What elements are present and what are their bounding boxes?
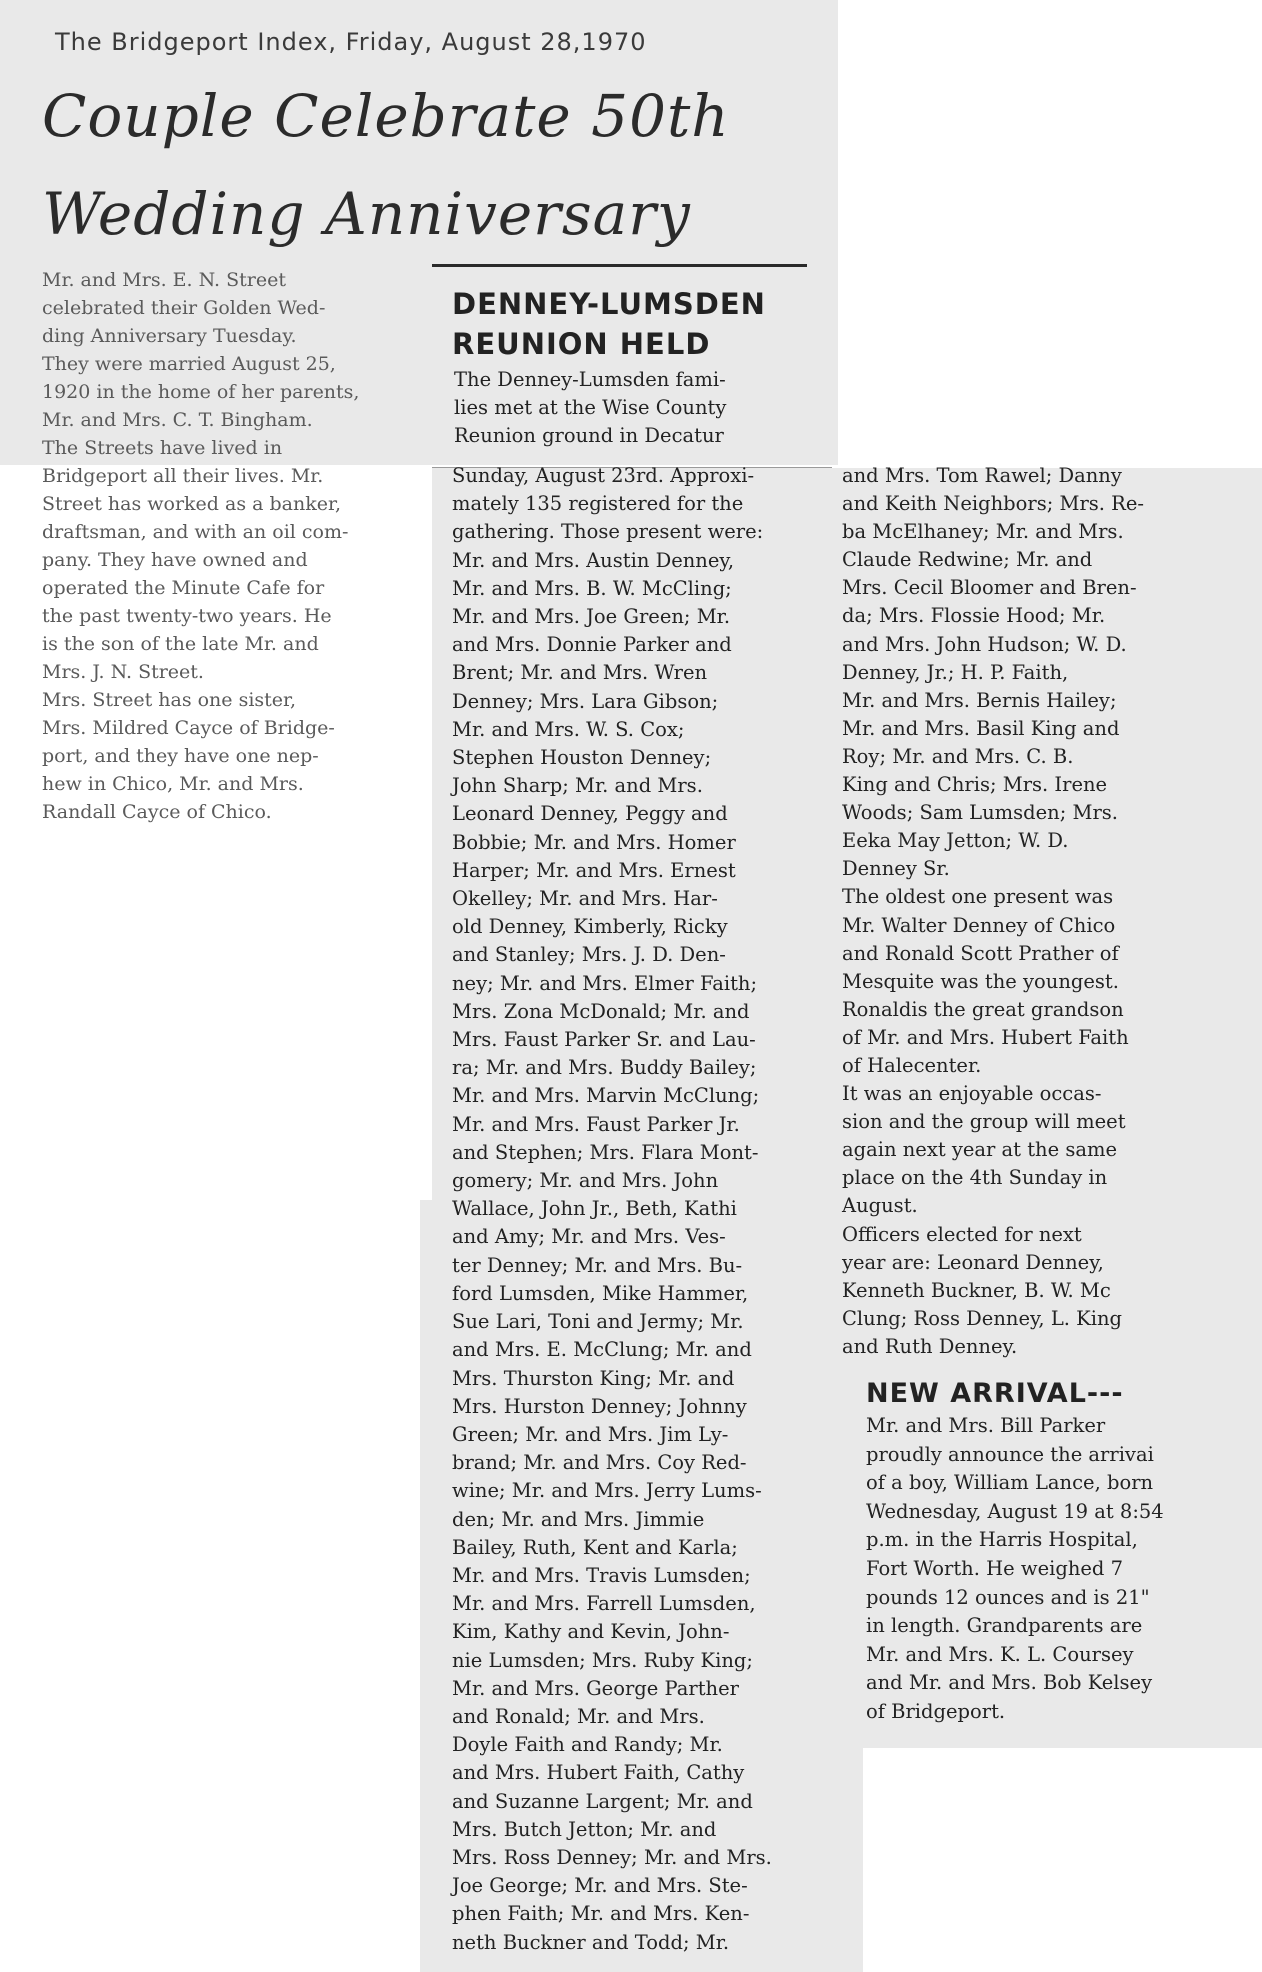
anniversary-article-text: Mr. and Mrs. E. N. Street celebrated their Golden Wed- ding Anniversary Tuesday. They were married August 25, 1920 in the home of her parents, Mr. and Mrs. C. T. Bingham. The Streets have lived in Bridgeport all their lives. Mr. Street has worked as a banker, draftsman, and with an oil com- pany. They have owned and operated the Minute Cafe for the past twenty-two years. He is the son of the late Mr. and Mrs. J. N. Street. Mrs. Street has one sister, Mrs. Mildred Cayce of Bridge- port, and they have one nep- hew in Chico, Mr. and Mrs. Randall Cayce of Chico. (42, 269, 360, 823)
new-arrival-text: Mr. and Mrs. Bill Parker proudly announce the arrivai of a boy, William Lance, born Wednesday, August 19 at 8:54 p.m. in the Harris Hospital, Fort Worth. He weighed 7 pounds 12 ounces and is 21" in length. Grandparents are Mr. and Mrs. K. L. Coursey and Mr. and Mrs. Bob Kelsey of Bridgeport. (866, 1414, 1164, 1723)
reunion-attendees-column: Sunday, August 23rd. Approxi- mately 135 registered for the gathering. Those present were: Mr. and Mrs. Austin Denney, Mr. and Mrs. B. W. McCling; Mr. and Mrs. Joe Green; Mr. and Mrs. Donnie Parker and Brent; Mr. and Mrs. Wren Denney; Mrs. Lara Gibson; Mr. and Mrs. W. S. Cox; Stephen Houston Denney; John Sharp; Mr. and Mrs. Leonard Denney, Peggy and Bobbie; Mr. and Mrs. Homer Harper; Mr. and Mrs. Ernest Okelley; Mr. and Mrs. Har- old Denney, Kimberly, Ricky and Stanley; Mrs. J. D. Den- ney; Mr. and Mrs. Elmer Faith; Mrs. Zona McDonald; Mr. and Mrs. Faust Parker Sr. and Lau- ra; Mr. and Mrs. Buddy Bailey; Mr. and Mrs. Marvin McClung; Mr. and Mrs. Faust Parker Jr. and Stephen; Mrs. Flara Mont- gomery; Mr. and Mrs. John Wallace, John Jr., Beth, Kathi and Amy; Mr. and Mrs. Ves- ter Denney; Mr. and Mrs. Bu- ford Lumsden, Mike Hammer, Sue Lari, Toni and Jermy; Mr. and Mrs. E. McClung; Mr. and Mrs. Thurston King; Mr. and Mrs. Hurston Denney; Johnny Green; Mr. and Mrs. Jim Ly- brand; Mr. and Mrs. Coy Red- wine; Mr. and Mrs. Jerry Lums- den; Mr. and Mrs. Jimmie Bailey, Ruth, Kent and Karla; Mr. and Mrs. Travis Lumsden; Mr. and Mrs. Farrell Lumsden, Kim, Kathy and Kevin, John- nie Lumsden; Mrs. Ruby King; Mr. and Mrs. George Parther and Ronald; Mr. and Mrs. Doyle Faith and Randy; Mr. and Mrs. Hubert Faith, Cathy and Suzanne Largent; Mr. and Mrs. Butch Jetton; Mr. and Mrs. Ross Denney; Mr. and Mrs. Joe George; Mr. and Mrs. Ste- phen Faith; Mr. and Mrs. Ken- neth Buckner and Todd; Mr. (452, 464, 772, 1954)
headline-line-2: Wedding Anniversary (42, 180, 691, 248)
reunion-continued-column: and Mrs. Tom Rawel; Danny and Keith Neighbors; Mrs. Re- ba McElhaney; Mr. and Mrs. Claude Redwine; Mr. and Mrs. Cecil Bloomer and Bren- da; Mrs. Flossie Hood; Mr. and Mrs. John Hudson; W. D. Denney, Jr.; H. P. Faith, Mr. and Mrs. Bernis Hailey; Mr. and Mrs. Basil King and Roy; Mr. and Mrs. C. B. King and Chris; Mrs. Irene Woods; Sam Lumsden; Mrs. Eeka May Jetton; W. D. Denney Sr. The oldest one present was Mr. Walter Denney of Chico and Ronald Scott Prather of Mesquite was the youngest. Ronaldis the great grandson of Mr. and Mrs. Hubert Faith of Halecenter. It was an enjoyable occas- sion and the group will meet again next year at the same place on the 4th Sunday in August. Officers elected for next year are: Leonard Denney, Kenneth Buckner, B. W. Mc Clung; Ross Denney, L. King and Ruth Denney. (842, 464, 1144, 1358)
reunion-intro-text: The Denney-Lumsden fami- lies met at the Wise County Reunion ground in Decatur (454, 368, 727, 448)
column-rule (432, 264, 807, 267)
new-arrival-headline: NEW ARRIVAL--- (866, 1378, 1124, 1409)
reunion-headline: DENNEY-LUMSDEN REUNION HELD (452, 287, 766, 361)
headline-line-1: Couple Celebrate 50th (42, 82, 730, 150)
newspaper-masthead: The Bridgeport Index, Friday, August 28,1970 (55, 28, 647, 56)
